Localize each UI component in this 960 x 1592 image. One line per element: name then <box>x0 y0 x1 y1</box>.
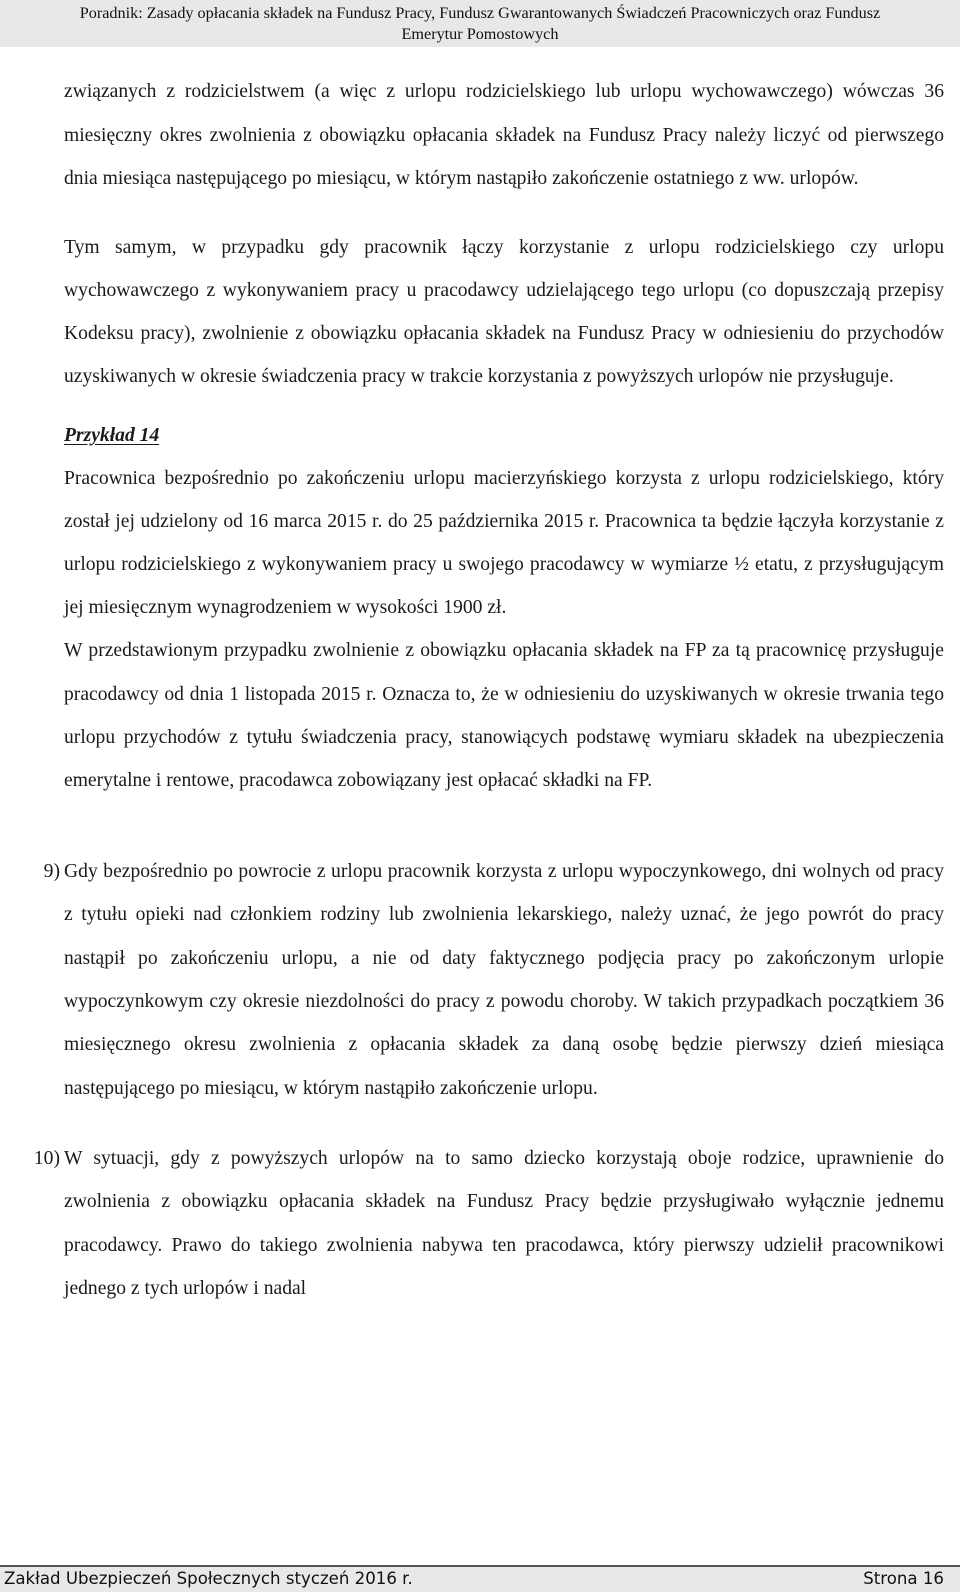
paragraph-combined-work: Tym samym, w przypadku gdy pracownik łączy korzystanie z urlopu rodzicielskiego czy urlopu wychowawczego z wykonywaniem pracy u pracodawcy udzielającego tego urlopu (co dopuszczają przepisy Kodeksu pracy), zwolnienie z obowiązku opłacania składek na Fundusz Pracy w odniesieniu do przychodów uzyskiwanych w okresie świadczenia pracy w trakcie korzystania z powyższych urlopów nie przysługuje. <box>64 236 944 387</box>
list-item-number: 10) <box>33 1147 60 1169</box>
page-number: Strona 16 <box>863 1569 944 1588</box>
list-item-9 <box>43 850 944 1110</box>
page-footer <box>0 1565 960 1592</box>
page-header <box>0 0 960 47</box>
document-body <box>33 70 944 1310</box>
footer-publisher: Zakład Ubezpieczeń Społecznych styczeń 2016 r. <box>4 1569 413 1588</box>
example-paragraph-1: Pracownica bezpośrednio po zakończeniu urlopu macierzyńskiego korzysta z urlopu rodzicielskiego, który został jej udzielony od 16 marca 2015 r. do 25 października 2015 r. Pracownica ta będzie łączyła korzystanie z urlopu rodzicielskiego z wykonywaniem pracy u swojego pracodawcy w wymiarze ½ etatu, z przysługującym jej miesięcznym wynagrodzeniem w wysokości 1900 zł. <box>64 467 944 619</box>
example-paragraph-2: W przedstawionym przypadku zwolnienie z obowiązku opłacania składek na FP za tą pracownicę przysługuje pracodawcy od dnia 1 listopada 2015 r. Oznacza to, że w odniesieniu do uzyskiwanych w okresie trwania tego urlopu przychodów z tytułu świadczenia pracy, stanowiących podstawę wymiaru składek na ubezpieczenia emerytalne i rentowe, pracodawca zobowiązany jest opłacać składki na FP. <box>64 640 944 791</box>
list-item-10 <box>33 1137 944 1310</box>
list-item-text: W sytuacji, gdy z powyższych urlopów na to samo dziecko korzystają oboje rodzice, uprawnienie do zwolnienia z obowiązku opłacania składek na Fundusz Pracy będzie przysługiwało wyłącznie jednemu pracodawcy. Prawo do takiego zwolnienia nabywa ten pracodawca, który pierwszy udzielił pracownikowi jednego z tych urlopów i nadal <box>64 1147 944 1299</box>
paragraph-continuation: związanych z rodzicielstwem (a więc z urlopu rodzicielskiego lub urlopu wychowawczego) wówczas 36 miesięczny okres zwolnienia z obowiązku opłacania składek na Fundusz Pracy należy liczyć od pierwszego dnia miesiąca następującego po miesiącu, w którym nastąpiło zakończenie ostatniego z ww. urlopów. <box>64 81 944 189</box>
list-item-number: 9) <box>43 861 60 883</box>
example-title: Przykład 14 <box>64 424 160 446</box>
list-item-text: Gdy bezpośrednio po powrocie z urlopu pracownik korzysta z urlopu wypoczynkowego, dni wolnych od pracy z tytułu opieki nad członkiem rodziny lub zwolnienia lekarskiego, należy uznać, że jego powrót do pracy nastąpił po zakończeniu urlopu, a nie od daty faktycznego podjęcia pracy po zakończonym urlopie wypoczynkowym czy okresie niezdolności do pracy z powodu choroby. W takich przypadkach początkiem 36 miesięcznego okresu zwolnienia z opłacania składek za daną osobę będzie pierwszy dzień miesiąca następującego po miesiącu, w którym nastąpiło zakończenie urlopu. <box>64 861 944 1099</box>
header-title-line2: Emerytur Pomostowych <box>401 25 559 43</box>
header-title-line1: Poradnik: Zasady opłacania składek na Fundusz Pracy, Fundusz Gwarantowanych Świadczeń Pracowniczych oraz Fundusz <box>79 4 881 22</box>
